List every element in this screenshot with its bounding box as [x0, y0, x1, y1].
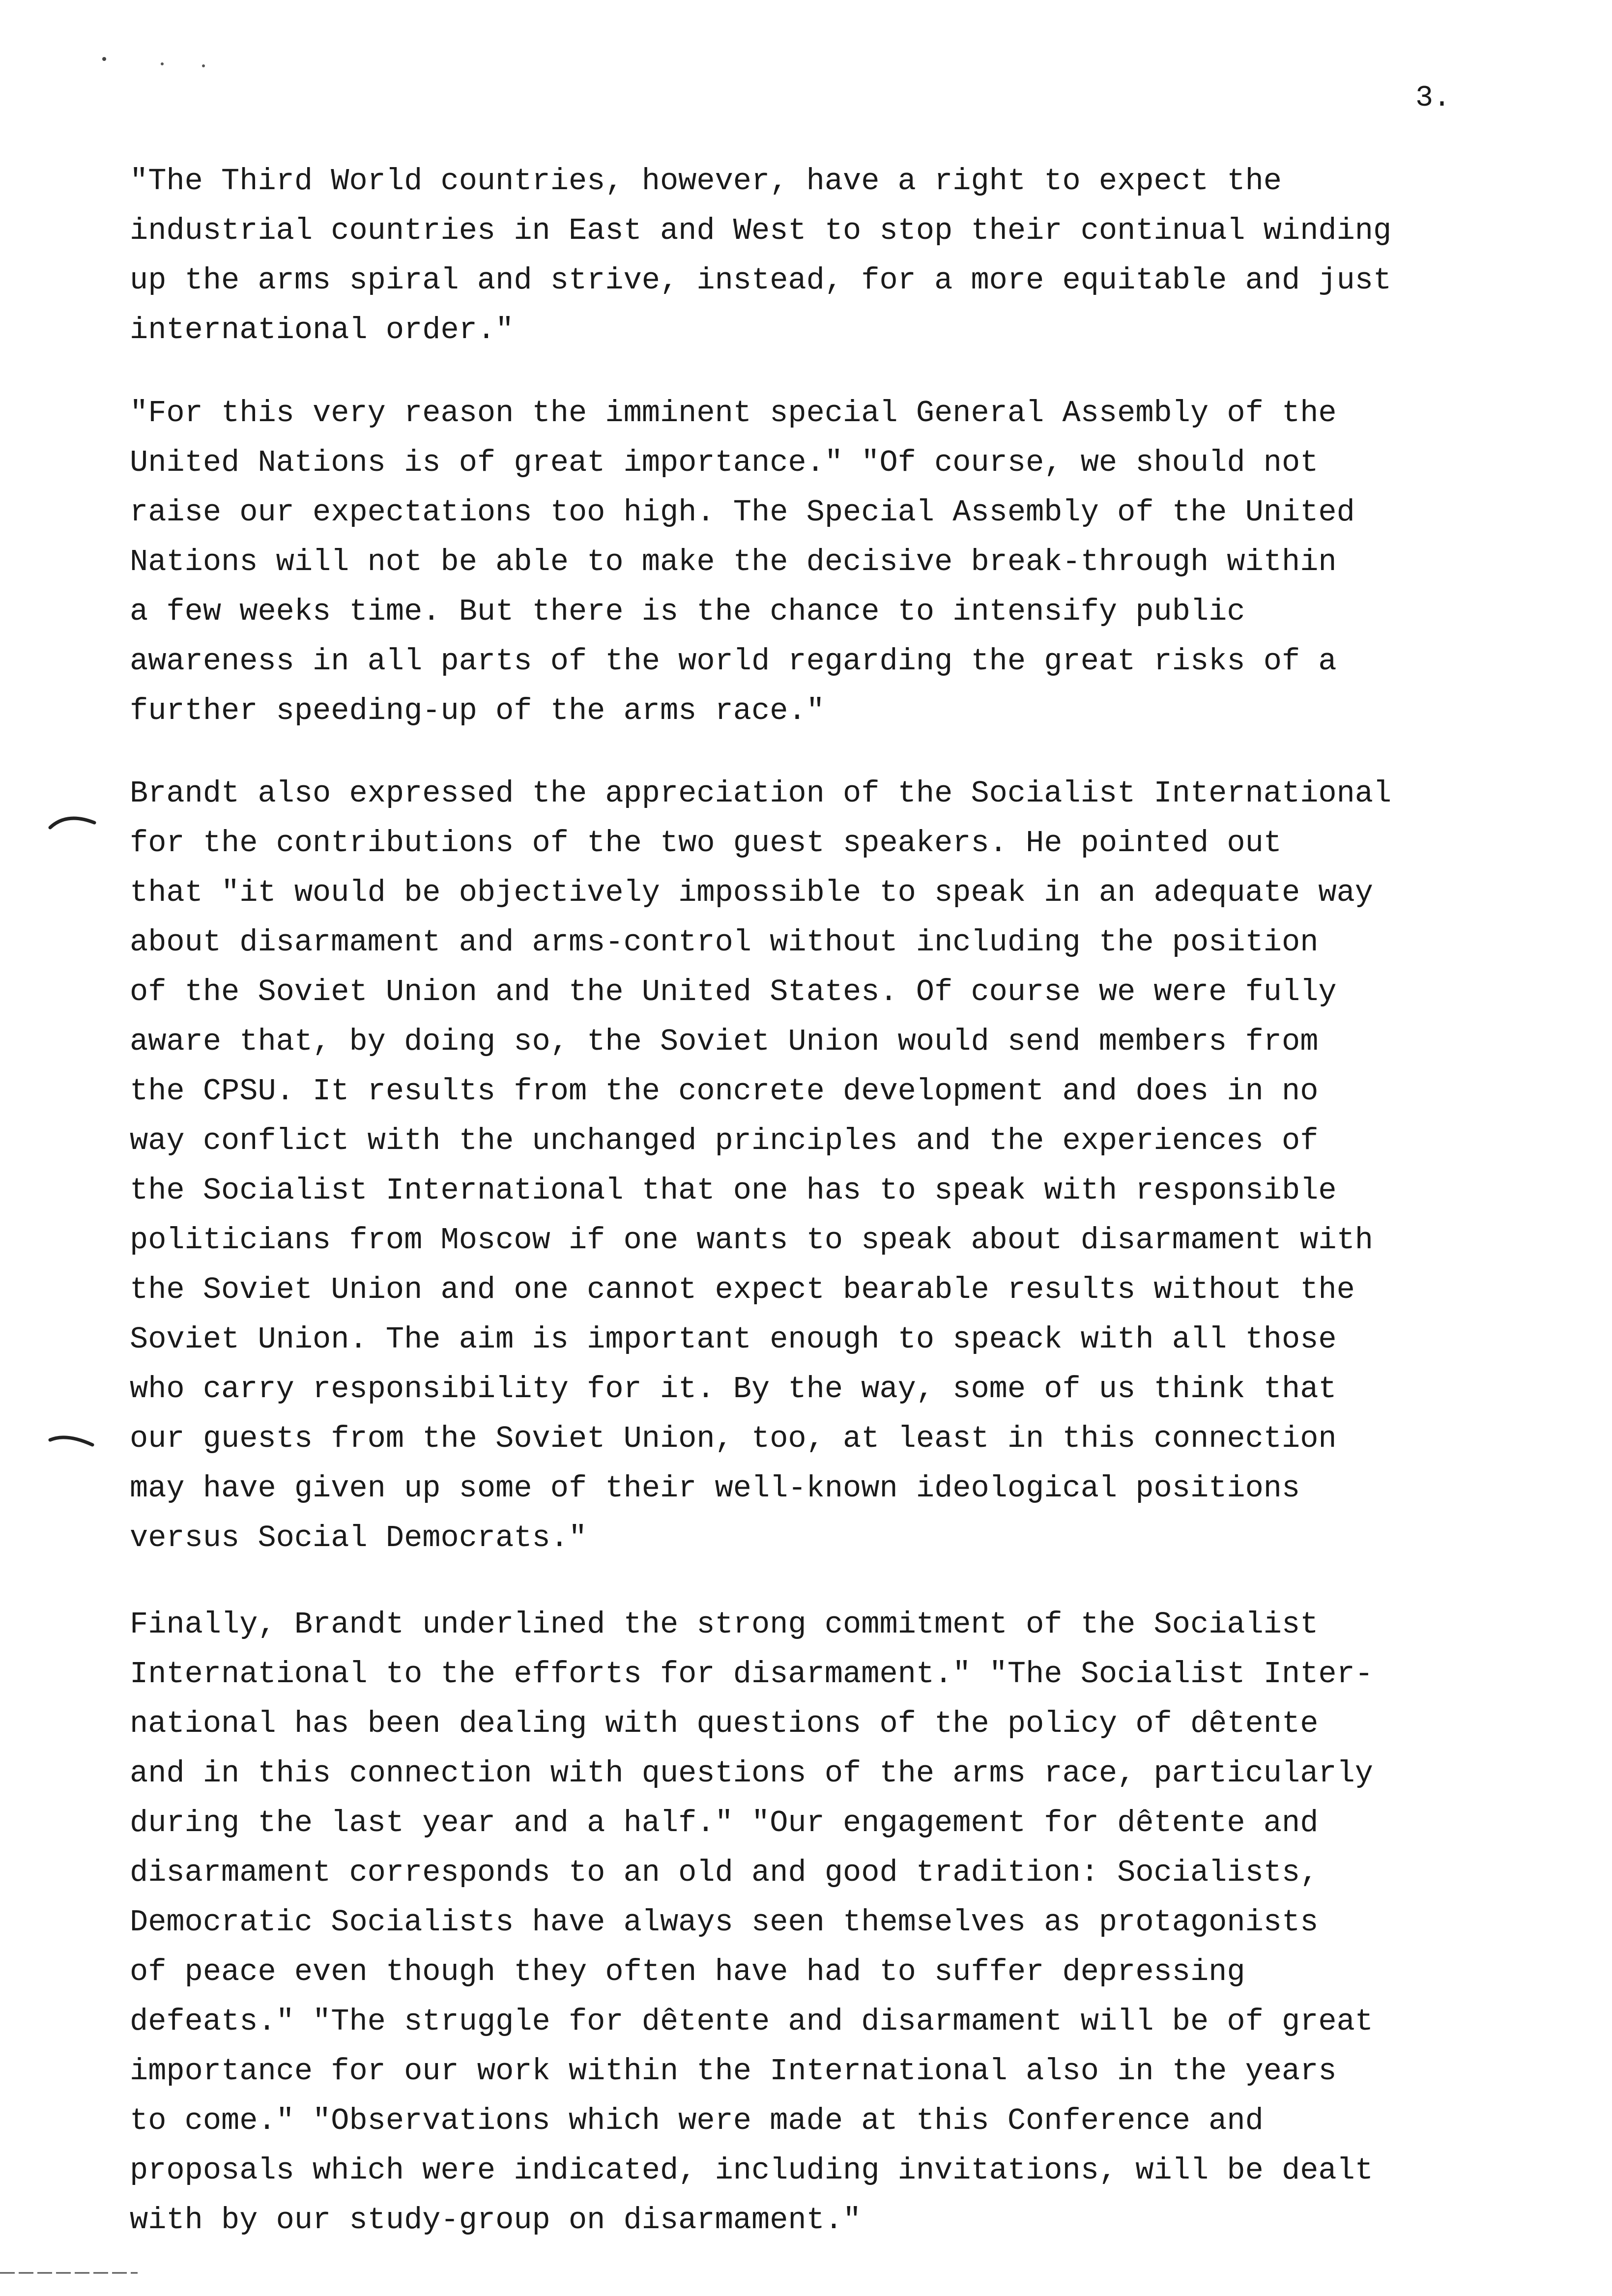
paragraph-general-assembly — [130, 388, 1555, 736]
text-line: way conflict with the unchanged principles and the experiences of — [130, 1123, 1319, 1158]
scan-specks — [98, 54, 216, 74]
text-line: the Socialist International that one has to speak with responsible — [130, 1173, 1337, 1208]
text-line: raise our expectations too high. The Special Assembly of the United — [130, 495, 1355, 530]
text-line: to come." "Observations which were made at this Conference and — [130, 2103, 1264, 2138]
text-line: politicians from Moscow if one wants to speak about disarmament with — [130, 1223, 1374, 1258]
text-line: international order." — [130, 313, 514, 347]
text-line: with by our study-group on disarmament." — [130, 2203, 862, 2238]
text-line: Democratic Socialists have always seen themselves as protagonists — [130, 1905, 1319, 1940]
text-line: about disarmament and arms-control without including the position — [130, 925, 1319, 960]
text-line: aware that, by doing so, the Soviet Union would send members from — [130, 1024, 1319, 1059]
text-line: importance for our work within the International also in the years — [130, 2054, 1337, 2089]
text-line: during the last year and a half." "Our engagement for dêtente and — [130, 1806, 1319, 1840]
text-line: that "it would be objectively impossible to speak in an adequate way — [130, 875, 1374, 910]
text-line: industrial countries in East and West to stop their continual winding — [130, 213, 1392, 248]
text-line: versus Social Democrats." — [130, 1521, 587, 1555]
margin-mark-bottom — [47, 1425, 101, 1455]
text-line: "For this very reason the imminent special General Assembly of the — [130, 396, 1337, 430]
text-line: Finally, Brandt underlined the strong commitment of the Socialist — [130, 1607, 1319, 1642]
text-line: for the contributions of the two guest speakers. He pointed out — [130, 826, 1282, 861]
text-line: "The Third World countries, however, have a right to expect the — [130, 164, 1282, 199]
text-line: of the Soviet Union and the United States. Of course we were fully — [130, 975, 1337, 1009]
text-line: further speeding-up of the arms race." — [130, 693, 825, 728]
text-line: awareness in all parts of the world regarding the great risks of a — [130, 644, 1337, 679]
paragraph-third-world — [130, 156, 1555, 355]
text-line: Nations will not be able to make the decisive break-through within — [130, 545, 1337, 579]
bottom-edge-rule — [0, 2270, 147, 2275]
paragraph-commitment — [130, 1600, 1555, 2245]
text-line: defeats." "The struggle for dêtente and disarmament will be of great — [130, 2004, 1374, 2039]
text-line: disarmament corresponds to an old and good tradition: Socialists, — [130, 1855, 1319, 1890]
text-line: proposals which were indicated, including invitations, will be dealt — [130, 2153, 1374, 2188]
text-line: national has been dealing with questions of the policy of dêtente — [130, 1706, 1319, 1741]
text-line: who carry responsibility for it. By the way, some of us think that — [130, 1372, 1337, 1406]
text-line: may have given up some of their well-known ideological positions — [130, 1471, 1300, 1506]
text-line: our guests from the Soviet Union, too, at least in this connection — [130, 1421, 1337, 1456]
text-line: the Soviet Union and one cannot expect bearable results without the — [130, 1272, 1355, 1307]
margin-mark-top — [47, 806, 101, 835]
text-line: United Nations is of great importance." "Of course, we should not — [130, 445, 1319, 480]
page-number: 3. — [1415, 82, 1451, 115]
text-line: up the arms spiral and strive, instead, for a more equitable and just — [130, 263, 1392, 298]
text-line: of peace even though they often have had to suffer depressing — [130, 1954, 1245, 1989]
text-line: Brandt also expressed the appreciation of the Socialist International — [130, 776, 1392, 811]
paragraph-guest-speakers — [130, 769, 1555, 1563]
text-line: International to the efforts for disarmament." "The Socialist Inter- — [130, 1657, 1374, 1692]
text-line: a few weeks time. But there is the chance to intensify public — [130, 594, 1245, 629]
text-line: the CPSU. It results from the concrete development and does in no — [130, 1074, 1319, 1109]
text-line: and in this connection with questions of the arms race, particularly — [130, 1756, 1374, 1791]
text-line: Soviet Union. The aim is important enough to speack with all those — [130, 1322, 1337, 1357]
